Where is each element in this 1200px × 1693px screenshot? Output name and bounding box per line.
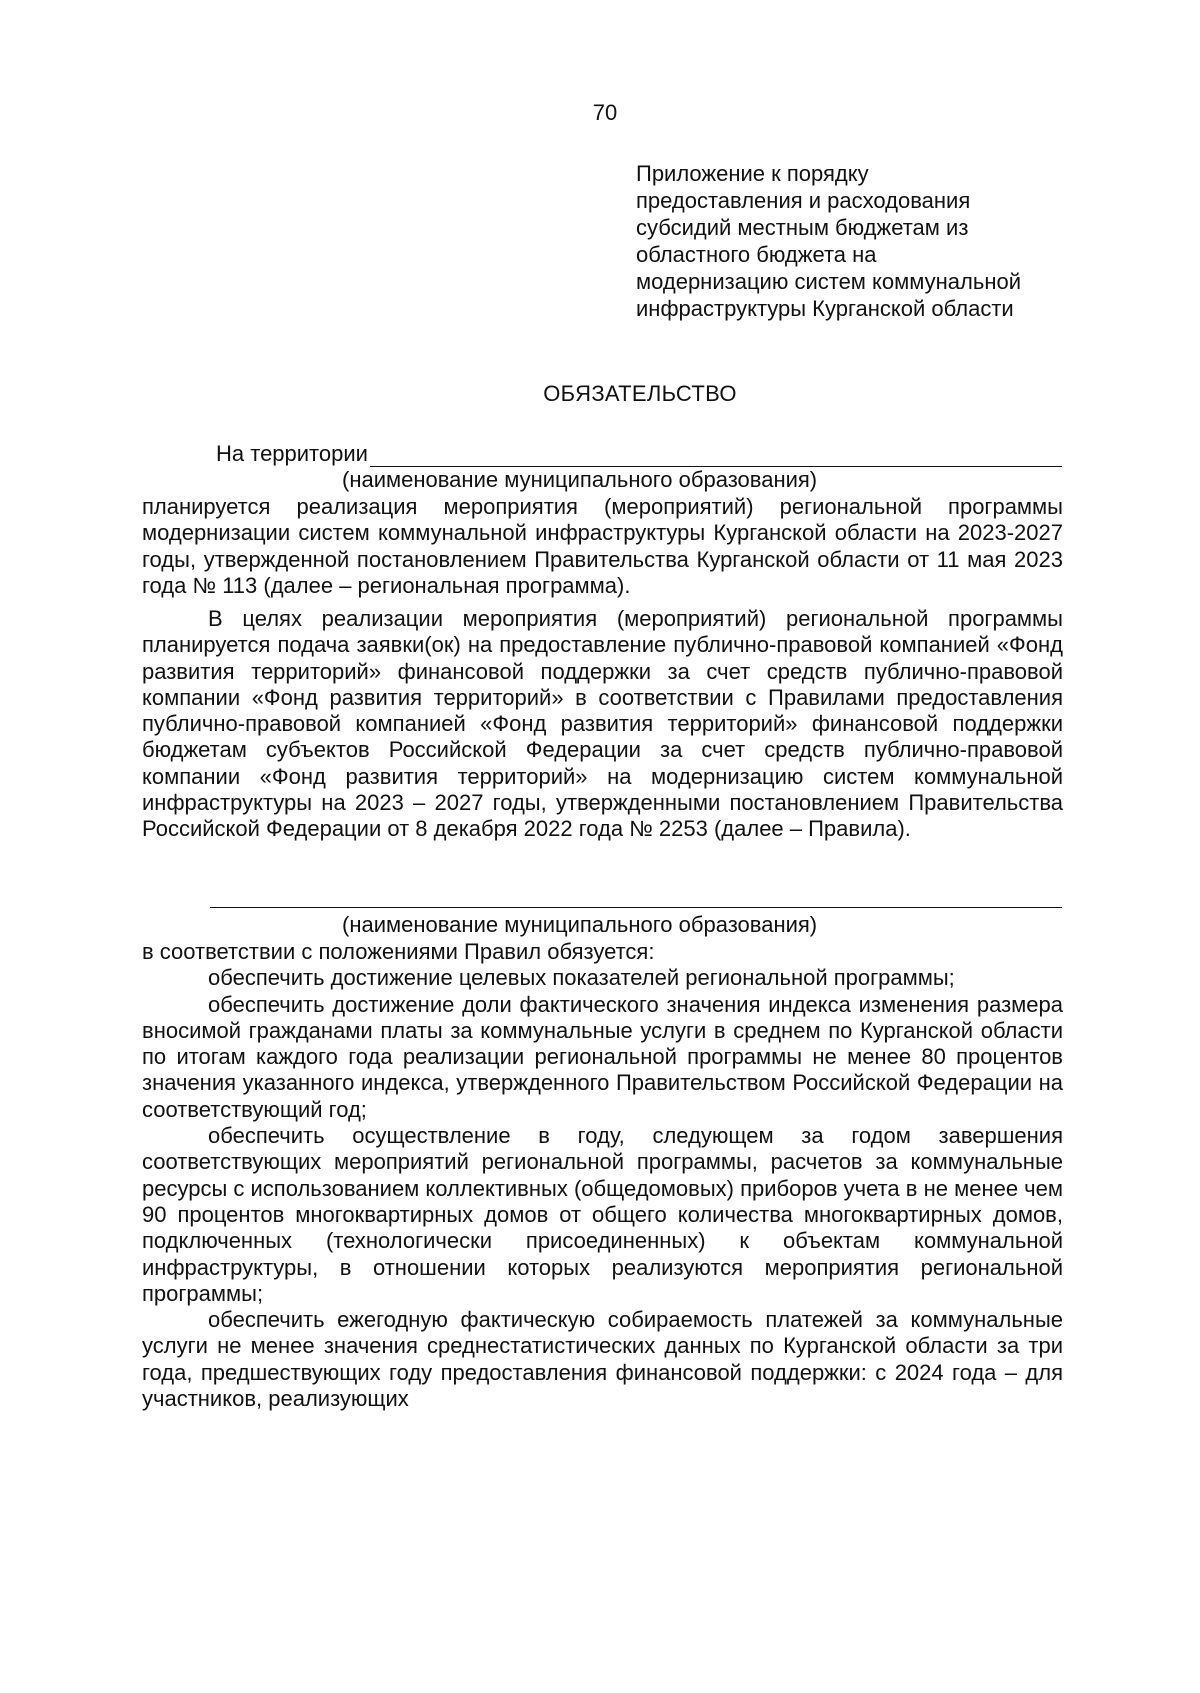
municipality-caption: (наименование муниципального образования)	[342, 467, 818, 492]
obligation-fee-index: обеспечить достижение доли фактического значения индекса изменения размера вносимой гражданами платы за коммунальные услуги в среднем по Курганской области по итогам каждого года реализации региональной программы не менее 80 процентов значения указанного индекса, утвержденного Правительством Российской Федерации на соответствующий год;	[142, 991, 1063, 1122]
municipality-blank-line	[210, 907, 1062, 908]
paragraph-application: В целях реализации мероприятия (мероприятий) региональной программы планируется подача заявки(ок) на предоставление публично-правовой компанией «Фонд развития территорий» финансовой поддержки за счет средств публично-правовой компании «Фонд развития территорий» в соответствии с Правилами предоставления публично-правовой компанией «Фонд развития территорий» финансовой поддержки бюджетам субъектов Российской Федерации за счет средств публично-правовой компании «Фонд развития территорий» на модернизацию систем коммунальной инфраструктуры на 2023 – 2027 годы, утвержденными постановлением Правительства Российской Федерации от 8 декабря 2022 года № 2253 (далее – Правила).	[142, 606, 1063, 842]
obligation-targets: обеспечить достижение целевых показателей региональной программы;	[208, 965, 955, 991]
appendix-line: инфраструктуры Курганской области	[636, 296, 1014, 321]
appendix-line: модернизацию систем коммунальной	[636, 269, 1021, 294]
territory-field	[216, 441, 1062, 467]
obligations-section	[142, 939, 1063, 1412]
appendix-line: субсидий местным бюджетам из	[636, 215, 969, 240]
municipality-caption: (наименование муниципального образования)	[342, 912, 818, 937]
paragraph-program: планируется реализация мероприятия (мероприятий) региональной программы модернизации систем коммунальной инфраструктуры Курганской области на 2023-2027 годы, утвержденной постановлением Правительства Курганской области от 11 мая 2023 года № 113 (далее – региональная программа).	[142, 494, 1063, 598]
appendix-line: предоставления и расходования	[636, 188, 971, 213]
appendix-note	[636, 160, 1076, 322]
page-number: 70	[592, 100, 618, 125]
purpose-section	[142, 606, 1063, 843]
territory-blank-line	[370, 446, 1062, 467]
obligation-collection: обеспечить ежегодную фактическую собираемость платежей за коммунальные услуги не менее значения среднестатистических данных по Курганской области за три года, предшествующих году предоставления финансовой поддержки: с 2024 года – для участников, реализующих	[142, 1307, 1063, 1412]
document-title: ОБЯЗАТЕЛЬСТВО	[543, 381, 737, 406]
appendix-line: областного бюджета на	[636, 242, 877, 267]
territory-label: На территории	[216, 441, 368, 466]
obligation-metering: обеспечить осуществление в году, следующем за годом завершения соответствующих мероприятий региональной программы, расчетов за коммунальные ресурсы с использованием коллективных (общедомовых) приборов учета в не менее чем 90 процентов многоквартирных домов от общего количества многоквартирных домов, подключенных (технологически присоединенных) к объектам коммунальной инфраструктуры, в отношении которых реализуются мероприятия региональной программы;	[142, 1123, 1063, 1306]
intro-section	[142, 494, 1063, 599]
appendix-line: Приложение к порядку	[636, 161, 869, 186]
paragraph-obligates: в соответствии с положениями Правил обязуется:	[142, 939, 655, 964]
